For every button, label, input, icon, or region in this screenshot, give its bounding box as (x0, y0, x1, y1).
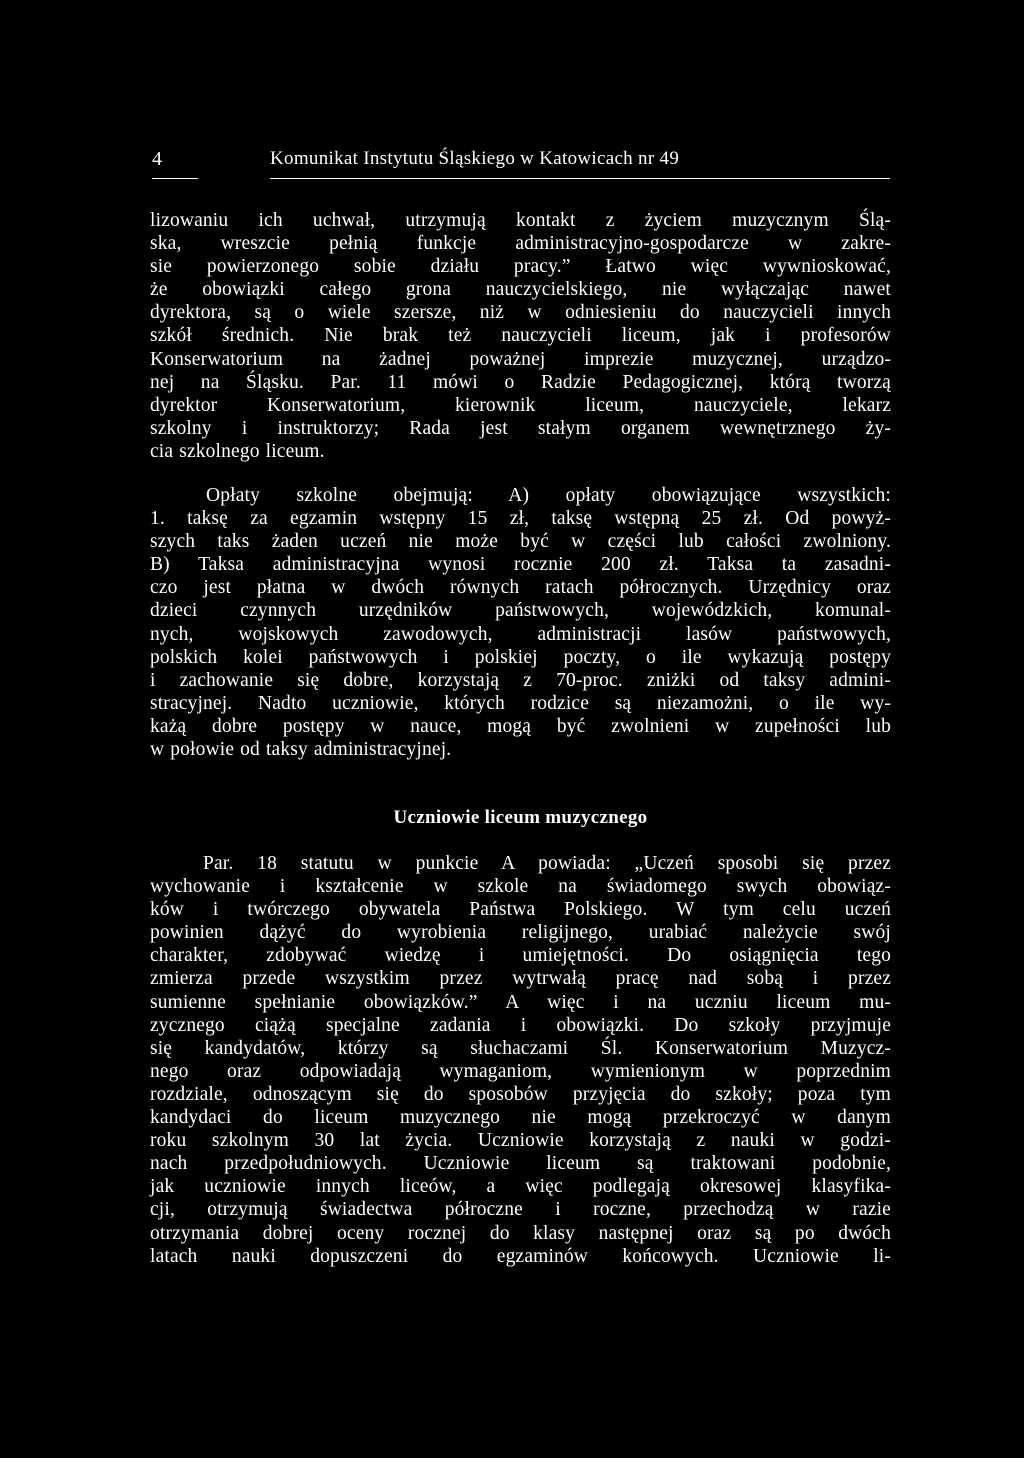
paragraph-3 (150, 852, 891, 1268)
text-line: latach nauki dopuszczeni do egzaminów końcowych. Uczniowie li- (150, 1245, 891, 1267)
header-rule-right (270, 178, 890, 179)
text-line: zycznego ciążą specjalne zadania i obowiązki. Do szkoły przyjmuje (150, 1014, 891, 1036)
text-line: nach przedpołudniowych. Uczniowie liceum są traktowani podobnie, (150, 1153, 891, 1175)
text-line: wychowanie i kształcenie w szkole na świadomego swych obowiąz- (150, 876, 891, 898)
text-line: sie powierzonego sobie działu pracy.” Łatwo więc wywnioskować, (150, 256, 891, 278)
text-line: szkolny i instruktorzy; Rada jest stałym organem wewnętrznego ży- (150, 417, 891, 439)
text-line: się kandydatów, którzy są słuchaczami Śl. Konserwatorium Muzycz- (150, 1037, 891, 1059)
text-line: dyrektora, są o wiele szersze, niż w odniesieniu do nauczycieli innych (150, 302, 891, 324)
text-line: ków i twórczego obywatela Państwa Polskiego. W tym celu uczeń (150, 899, 891, 921)
text-line: kandydaci do liceum muzycznego nie mogą przekroczyć w danym (150, 1107, 891, 1129)
section-heading: Uczniowie liceum muzycznego (393, 807, 648, 828)
header-rule-left (152, 178, 198, 179)
text-line: otrzymania dobrej oceny rocznej do klasy następnej oraz są po dwóch (150, 1222, 891, 1244)
paragraph-1 (150, 209, 891, 463)
text-line: cji, otrzymują świadectwa półroczne i roczne, przechodzą w razie (150, 1199, 891, 1221)
text-line: polskich kolei państwowych i polskiej poczty, o ile wykazują postępy (150, 646, 891, 668)
text-line: Opłaty szkolne obejmują: A) opłaty obowiązujące wszystkich: (206, 485, 891, 506)
text-line: lizowaniu ich uchwał, utrzymują kontakt z życiem muzycznym Ślą- (150, 210, 891, 231)
text-line: stracyjnej. Nadto uczniowie, których rodzice są niezamożni, o ile wy- (150, 692, 891, 714)
text-line: roku szkolnym 30 lat życia. Uczniowie korzystają z nauki w godzi- (150, 1130, 891, 1152)
text-line: Par. 18 statutu w punkcie A powiada: „Uczeń sposobi się przez (203, 853, 891, 874)
text-line: i zachowanie się dobre, korzystają z 70-proc. zniżki od taksy admini- (150, 669, 891, 691)
text-line: czo jest płatna w dwóch równych ratach półrocznych. Urzędnicy oraz (150, 577, 891, 599)
text-line: że obowiązki całego grona nauczycielskiego, nie wyłączając nawet (150, 279, 891, 301)
text-line: rozdziale, odnoszącym się do sposobów przyjęcia do szkoły; poza tym (150, 1083, 891, 1105)
paragraph-2 (150, 484, 891, 761)
text-line: sumienne spełnianie obowiązków.” A więc i na uczniu liceum mu- (150, 991, 891, 1013)
text-line: nej na Śląsku. Par. 11 mówi o Radzie Pedagogicznej, którą tworzą (150, 371, 891, 393)
text-line: 1. taksę za egzamin wstępny 15 zł, taksę wstępną 25 zł. Od powyż- (150, 508, 891, 530)
page-number: 4 (152, 148, 162, 170)
text-line: nych, wojskowych zawodowych, administracji lasów państwowych, (150, 623, 891, 645)
text-line: nego oraz odpowiadają wymaganiom, wymienionym w poprzednim (150, 1060, 891, 1082)
text-line: charakter, zdobywać wiedzę i umiejętności. Do osiągnięcia tego (150, 945, 891, 967)
text-line: cia szkolnego liceum. (150, 440, 325, 462)
text-line: ska, wreszcie pełnią funkcje administracyjno-gospodarcze w zakre- (150, 233, 891, 255)
text-line: szkół średnich. Nie brak też nauczycieli liceum, jak i profesorów (150, 325, 891, 347)
text-line: dzieci czynnych urzędników państwowych, wojewódzkich, komunal- (150, 600, 891, 622)
text-line: B) Taksa administracyjna wynosi rocznie 200 zł. Taksa ta zasadni- (150, 554, 891, 576)
text-line: zmierza przede wszystkim przez wytrwałą pracę nad sobą i przez (150, 968, 891, 990)
text-line: Konserwatorium na żadnej poważnej imprezie muzycznej, urządzo- (150, 348, 891, 370)
text-line: każą dobre postępy w nauce, mogą być zwolnieni w zupełności lub (150, 715, 891, 737)
text-line: w połowie od taksy administracyjnej. (150, 739, 452, 761)
text-line: dyrektor Konserwatorium, kierownik liceum, nauczyciele, lekarz (150, 394, 891, 416)
running-head: Komunikat Instytutu Śląskiego w Katowicach nr 49 (270, 148, 680, 169)
text-line: jak uczniowie innych liceów, a więc podlegają okresowej klasyfika- (150, 1176, 891, 1198)
text-line: szych taks żaden uczeń nie może być w części lub całości zwolniony. (150, 531, 891, 553)
page-header (152, 148, 890, 188)
text-line: powinien dążyć do wyrobienia religijnego, urabiać należycie swój (150, 922, 891, 944)
